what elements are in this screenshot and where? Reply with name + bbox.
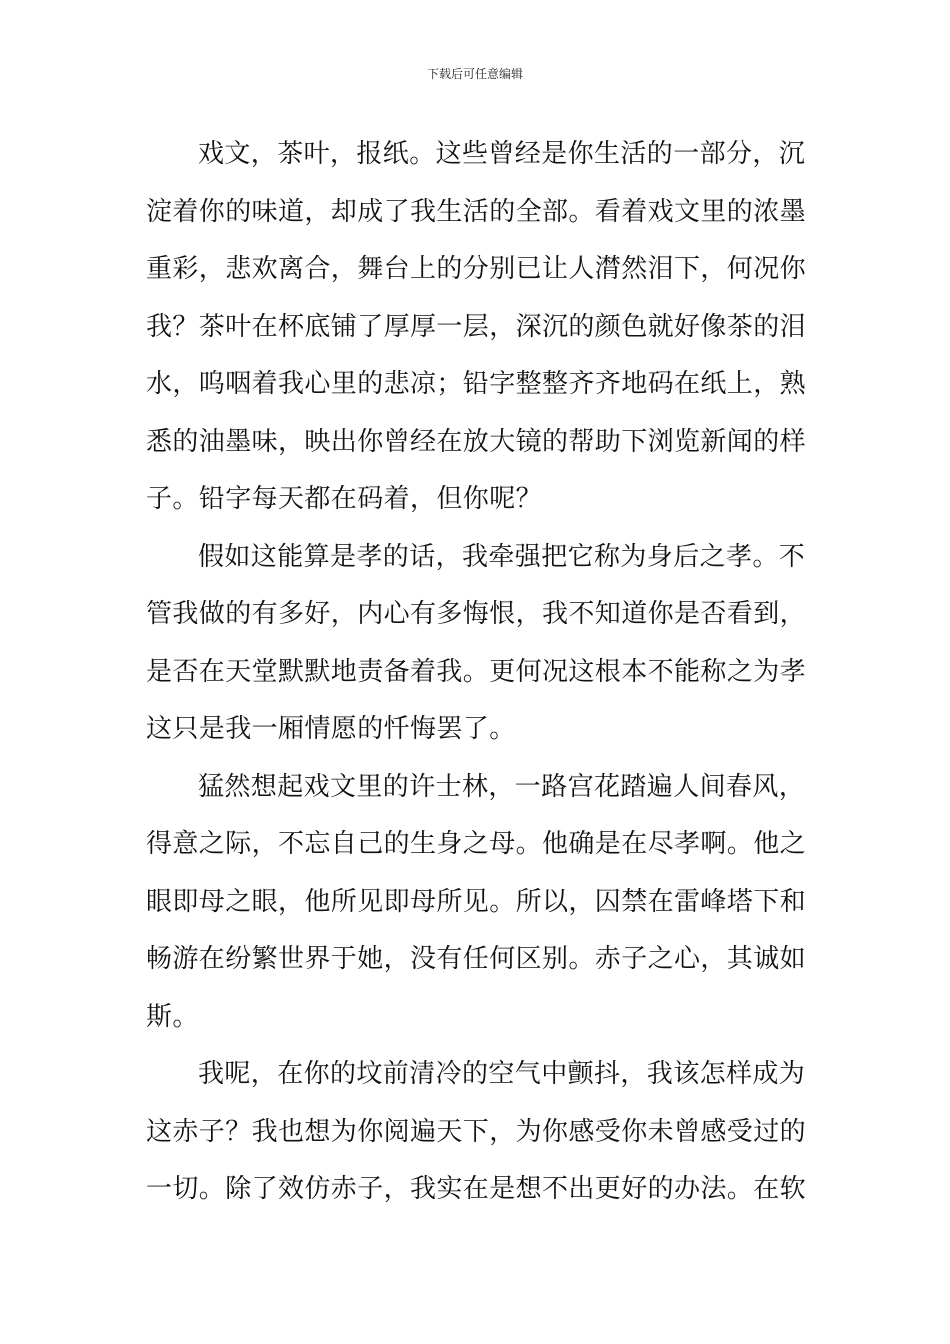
text-line: 水，呜咽着我心里的悲凉；铅字整整齐齐地码在纸上，熟: [146, 369, 807, 399]
text-line: 悉的油墨味，映出你曾经在放大镜的帮助下浏览新闻的样: [146, 426, 807, 457]
text-line: 淀着你的味道，却成了我生活的全部。看着戏文里的浓墨: [146, 196, 807, 227]
text-line: 一切。除了效仿赤子，我实在是想不出更好的办法。在软: [146, 1174, 807, 1204]
text-line: 这赤子？我也想为你阅遍天下，为你感受你未曾感受过的: [146, 1116, 807, 1147]
text-line: 管我做的有多好，内心有多悔恨，我不知道你是否看到，: [146, 599, 807, 629]
text-line: 子。铅字每天都在码着，但你呢？: [146, 484, 543, 514]
text-line: 这只是我一厢情愿的忏悔罢了。: [146, 714, 516, 744]
text-line: 眼即母之眼，他所见即母所见。所以，囚禁在雷峰塔下和: [146, 886, 807, 917]
text-line: 我呢，在你的坟前清冷的空气中颤抖，我该怎样成为: [198, 1059, 806, 1089]
text-line: 重彩，悲欢离合，舞台上的分别已让人潸然泪下，何况你: [146, 254, 807, 284]
page-header: 下载后可任意编辑: [426, 67, 523, 81]
text-line: 我？茶叶在杯底铺了厚厚一层，深沉的颜色就好像茶的泪: [146, 311, 807, 342]
text-line: 假如这能算是孝的话，我牵强把它称为身后之孝。不: [198, 541, 806, 572]
text-line: 戏文，茶叶，报纸。这些曾经是你生活的一部分，沉: [198, 139, 806, 169]
text-line: 猛然想起戏文里的许士林，一路宫花踏遍人间春风，: [198, 771, 806, 802]
text-line: 斯。: [146, 1001, 199, 1032]
text-line: 得意之际，不忘自己的生身之母。他确是在尽孝啊。他之: [146, 829, 807, 859]
document-body: [146, 126, 806, 1219]
text-line: 畅游在纷繁世界于她，没有任何区别。赤子之心，其诚如: [146, 944, 807, 974]
text-line: 是否在天堂默默地责备着我。更何况这根本不能称之为孝: [146, 656, 807, 687]
